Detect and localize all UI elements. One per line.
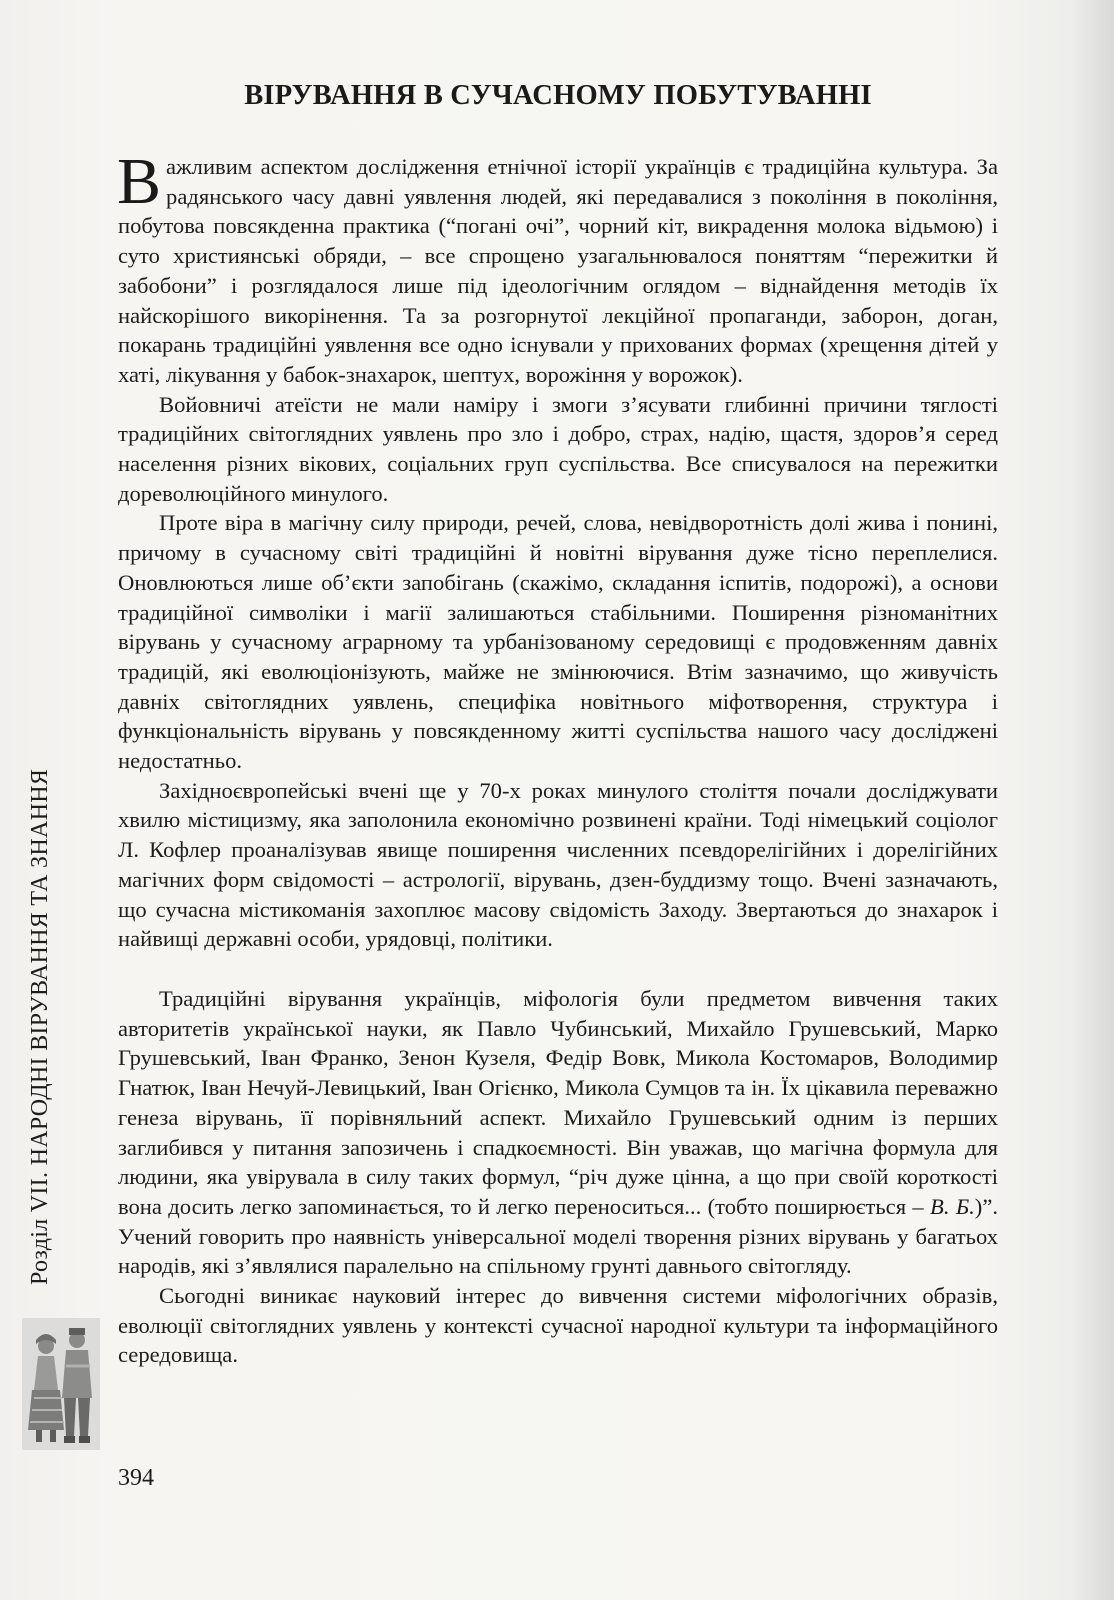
paragraph-4: Західноєвропейські вчені ще у 70-х роках минулого століття почали досліджувати хвилю містицизму, яка заполонила економічно розвинені країни. Тоді німецький соціолог Л. Кофлер проаналізував явище поширення численних псевдорелігійних і дорелігійних магічних форм свідомості – астрології, вірувань, дзен-буддизму тощо. Вчені зазначають, що сучасна містикоманія захоплює масову свідомість Заходу. Звертаються до знахарок і найвищі державні особи, урядовці, політики. — [118, 777, 998, 952]
body-text — [117, 145, 998, 1370]
page-title: ВІРУВАННЯ В СУЧАСНОМУ ПОБУТУВАННІ — [244, 80, 872, 111]
paragraph-spacer — [118, 954, 998, 984]
page-number: 394 — [118, 1465, 154, 1491]
author-initials: В. Б. — [930, 1193, 975, 1219]
drop-cap: В — [117, 145, 162, 218]
paragraph-1-text: ажливим аспектом дослідження етнічної історії українців є традиційна культура. За радянського часу давні уявлення людей, які передавалися з покоління в покоління, побутова повсякденна практика (“погані очі”, чорний кіт, викрадення молока відьмою) і суто християнські обряди, – все спрощено узагальнювалося поняттям “пережитки й забобони” і розглядалося лише під ідеологічним оглядом – віднайдення методів їх найскорішого викорінення. Та за розгорнутої лекційної пропаганди, заборон, доган, покарань традиційні уявлення все одно існували у прихованих формах (хрещення дітей у хаті, лікування у бабок-знахарок, шептух, ворожіння у ворожок). — [118, 154, 998, 387]
paragraph-5 — [118, 984, 998, 1281]
paragraph-2: Войовничі атеїсти не мали наміру і змоги з’ясувати глибинні причини тяглості традиційних світоглядних уявлень про зло і добро, страх, надію, щастя, здоров’я серед населення різних вікових, соціальних груп суспільства. Все списувалося на пережитки дореволюційного минулого. — [118, 391, 998, 506]
paragraph-1 — [117, 145, 998, 390]
paragraph-3: Проте віра в магічну силу природи, речей, слова, невідворотність долі жива і понині, причому в сучасному світі традиційні й новітні вірування дуже тісно переплелися. Оновлюються лише об’єкти запобігань (скажімо, складання іспитів, подорожі), а основи традиційної символіки і магії залишаються стабільними. Поширення різноманітних вірувань у сучасному аграрному та урбанізованому середовищі є продовженням давніх традицій, які еволюціонізують, майже не змінюючися. Втім зазначимо, що живучість давніх світоглядних уявлень, специфіка новітнього міфотворення, структура і функціональність вірувань у повсякденному житті суспільства нашого часу досліджені недостатньо. — [118, 510, 998, 774]
folk-couple-icon — [22, 1318, 100, 1450]
paragraph-6: Сьогодні виникає науковий інтерес до вивчення системи міфологічних образів, еволюції світоглядних уявлень у контексті сучасної народної культури та інформаційного середовища. — [118, 1283, 998, 1368]
paragraph-5-text-after: )”. Учений говорить про наявність універсальної моделі творення різних вірувань у багатьох народів, які з’являлися паралельно на спільному грунті давнього світогляду. — [118, 1193, 998, 1279]
section-side-label: Розділ VII. НАРОДНІ ВІРУВАННЯ ТА ЗНАННЯ — [27, 768, 53, 1285]
paragraph-5-text-before: Традиційні вірування українців, міфологія були предметом вивчення таких авторитетів української науки, як Павло Чубинський, Михайло Грушевський, Марко Грушевський, Іван Франко, Зенон Кузеля, Федір Вовк, Микола Костомаров, Володимир Гнатюк, Іван Нечуй-Левицький, Іван Огієнко, Микола Сумцов та ін. Їх цікавила переважно генеза вірувань, її порівняльний аспект. Михайло Грушевський одним із перших заглибився у питання запозичень і спадкоємності. Він уважав, що магічна формула для людини, яка увірувала в силу таких формул, “річ дуже цінна, а що при своїй короткості вона досить легко запоминається, то й легко переноситься... (тобто поширюється – — [118, 985, 998, 1219]
